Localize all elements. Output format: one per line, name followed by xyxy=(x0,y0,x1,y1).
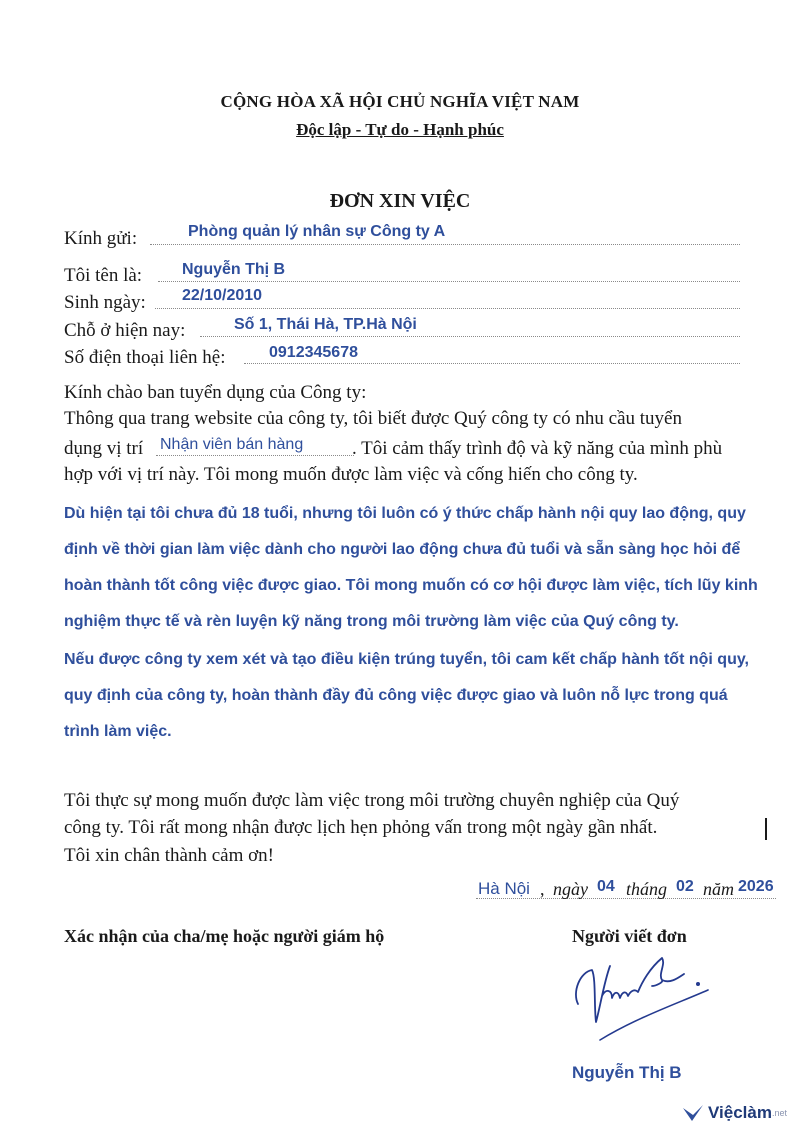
intro-line-1: Thông qua trang website của công ty, tôi biết được Quý công ty có nhu cầu tuyển xyxy=(64,408,682,429)
writer-name[interactable]: Nguyễn Thị B xyxy=(572,1063,682,1082)
closing-line-2: công ty. Tôi rất mong nhận được lịch hẹn phỏng vấn trong một ngày gần nhất. xyxy=(64,817,658,838)
date-day-label: ngày xyxy=(553,879,588,899)
phone-dotted-line xyxy=(244,363,740,364)
document-title: ĐƠN XIN VIỆC xyxy=(329,190,471,212)
country-name: CỘNG HÒA XÃ HỘI CHỦ NGHĨA VIỆT NAM xyxy=(220,92,580,111)
address-label: Chỗ ở hiện nay: xyxy=(64,320,186,341)
closing-line-1: Tôi thực sự mong muốn được làm việc trong môi trường chuyên nghiệp của Quý xyxy=(64,790,680,811)
date-year-label: năm xyxy=(703,879,734,899)
brand-name: Việclàm xyxy=(708,1103,772,1122)
brand-logo xyxy=(682,1103,787,1127)
address-dotted-line xyxy=(200,336,740,337)
custom-paragraph-2: Nếu được công ty xem xét và tạo điều kiện trúng tuyển, tôi cam kết chấp hành tốt nội quy, quy định của công ty, hoàn thành đầy đủ công việc được giao và luôn nỗ lực trong quá trình làm việc. xyxy=(64,651,749,740)
name-dotted-line xyxy=(158,281,740,282)
dob-dotted-line xyxy=(155,308,740,309)
to-label: Kính gửi: xyxy=(64,228,138,249)
name-value[interactable]: Nguyễn Thị B xyxy=(182,261,286,278)
guardian-confirmation-label: Xác nhận của cha/mẹ hoặc người giám hộ xyxy=(64,926,385,946)
national-motto: Độc lập - Tự do - Hạnh phúc xyxy=(296,120,504,139)
date-month[interactable]: 02 xyxy=(676,878,694,895)
brand-suffix: .net xyxy=(771,1108,787,1118)
text-cursor xyxy=(765,818,767,840)
intro-line-2-suffix: . Tôi cảm thấy trình độ và kỹ năng của mình phù xyxy=(352,438,723,459)
phone-label: Số điện thoại liên hệ: xyxy=(64,347,226,368)
to-dotted-line xyxy=(150,244,740,245)
address-value[interactable]: Số 1, Thái Hà, TP.Hà Nội xyxy=(234,316,417,333)
date-place[interactable]: Hà Nội xyxy=(478,879,530,898)
intro-line-3: hợp với vị trí này. Tôi mong muốn được làm việc và cống hiến cho công ty. xyxy=(64,464,638,485)
position-dotted-line xyxy=(156,455,354,456)
date-day[interactable]: 04 xyxy=(597,878,615,895)
greeting-line: Kính chào ban tuyển dụng của Công ty: xyxy=(64,382,367,403)
writer-label: Người viết đơn xyxy=(572,926,687,946)
dob-value[interactable]: 22/10/2010 xyxy=(182,287,263,304)
closing-line-3: Tôi xin chân thành cảm ơn! xyxy=(64,845,275,866)
custom-paragraphs[interactable] xyxy=(64,496,764,750)
position-value[interactable]: Nhận viên bán hàng xyxy=(160,436,304,453)
custom-paragraph-1: Dù hiện tại tôi chưa đủ 18 tuổi, nhưng tôi luôn có ý thức chấp hành nội quy lao động, quy định về thời gian làm việc dành cho người lao động chưa đủ tuổi và sẵn sàng học hỏi để hoàn thành tốt công việc được giao. Tôi mong muốn có cơ hội được làm việc, tích lũy kinh nghiệm thực tế và rèn luyện kỹ năng trong môi trường làm việc của Quý công ty. xyxy=(64,505,758,630)
name-label: Tôi tên là: xyxy=(64,265,143,286)
date-month-label: tháng xyxy=(626,879,668,899)
date-comma: , xyxy=(540,879,545,899)
handwritten-signature xyxy=(566,952,716,1044)
intro-line-2-prefix: dụng vị trí xyxy=(64,438,144,459)
to-value[interactable]: Phòng quản lý nhân sự Công ty A xyxy=(188,223,446,240)
check-icon xyxy=(682,1103,704,1123)
phone-value[interactable]: 0912345678 xyxy=(269,344,358,361)
dob-label: Sinh ngày: xyxy=(64,292,146,313)
date-year[interactable]: 2026 xyxy=(738,878,774,895)
